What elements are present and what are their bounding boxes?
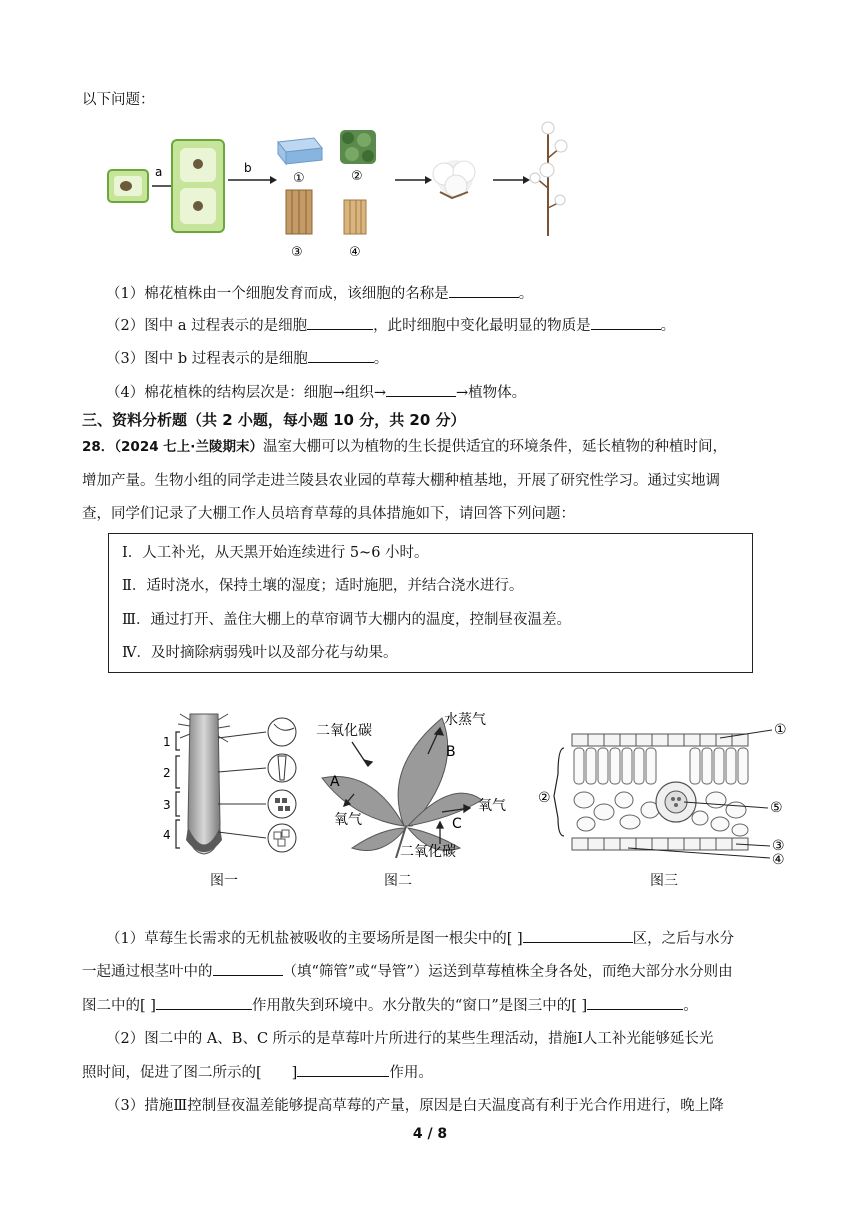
label-co2-top: 二氧化碳 [316, 723, 372, 739]
zone-label-2: 2 [163, 766, 171, 780]
answer-blank[interactable] [156, 995, 252, 1010]
fig3-label-4: ④ [772, 852, 785, 868]
q28-1-text-b: 区，之后与水分 [632, 931, 735, 947]
q27-1-end: 。 [518, 286, 534, 302]
cotton-plant-image [530, 122, 567, 236]
tissue-label-4: ④ [349, 245, 361, 260]
q27-4-end: →植物体。 [456, 385, 527, 401]
q27-4-text: （4）棉花植株的结构层次是：细胞→组织→ [106, 385, 387, 401]
q28-1-line3 [82, 995, 698, 1016]
q27-2-text: （2）图中 a 过程表示的是细胞 [106, 318, 308, 334]
figure-1-root-tip [158, 712, 298, 872]
q27-3-text: （3）图中 b 过程表示的是细胞 [106, 351, 308, 367]
measure-4: Ⅳ．及时摘除病弱残叶以及部分花与幼果。 [122, 645, 398, 661]
q28-2-text-b: ] [291, 1065, 298, 1081]
q28-1-line1 [106, 928, 734, 949]
q28-source: 28．（2024 七上·兰陵期末） [82, 439, 263, 455]
answer-blank[interactable] [587, 995, 683, 1010]
q27-1-text: （1）棉花植株由一个细胞发育而成，该细胞的名称是 [106, 286, 449, 302]
q27-2-end: 。 [660, 318, 676, 334]
q28-1-text-c: 一起通过根茎叶中的 [82, 964, 213, 980]
q28-2-text-c: 作用。 [389, 1065, 433, 1081]
q28-3-line1: （3）措施Ⅲ控制昼夜温差能够提高草莓的产量，原因是白天温度高有利于光合作用进行，晚上降 [106, 1098, 724, 1114]
q28-1-text-e: 图二中的[ ] [82, 998, 156, 1014]
label-c: C [452, 816, 462, 832]
q27-3-end: 。 [373, 351, 389, 367]
q28-1-text-d: （填“筛管”或“导管”）运送到草莓植株全身各处，而绝大部分水分则由 [282, 964, 733, 980]
q27-2-mid: ，此时细胞中变化最明显的物质是 [373, 318, 591, 334]
figure-2-leaf [312, 708, 532, 868]
tissue-2-image [340, 130, 376, 164]
measure-1: Ⅰ．人工补光，从天黑开始连续进行 5~6 小时。 [122, 545, 429, 561]
label-a: A [330, 774, 340, 790]
answer-blank[interactable] [297, 1062, 389, 1077]
tissue-1-image [278, 138, 322, 164]
q28-2-line1: （2）图二中的 A、B、C 所示的是草莓叶片所进行的某些生理活动，措施Ⅰ人工补光能够延长光 [106, 1031, 714, 1047]
answer-blank[interactable] [449, 283, 519, 298]
q28-line1 [82, 437, 727, 457]
measure-2: Ⅱ．适时浇水，保持土壤的湿度；适时施肥，并结合浇水进行。 [122, 578, 524, 594]
zone-label-1: 1 [163, 735, 171, 749]
zone-label-4: 4 [163, 828, 171, 842]
fig3-label-2: ② [538, 790, 551, 806]
cotton-development-diagram [100, 118, 580, 268]
q28-line3: 查，同学们记录了大棚工作人员培育草莓的具体措施如下，请回答下列问题： [82, 506, 575, 522]
label-b: B [446, 744, 456, 760]
arrow-a-label: a [155, 165, 163, 179]
section-title: 三、资料分析题（共 2 小题，每小题 10 分，共 20 分） [82, 411, 466, 429]
q27-1 [106, 283, 533, 304]
q27-4 [106, 382, 526, 403]
arrow-b-label: b [244, 161, 252, 175]
answer-blank[interactable] [386, 382, 456, 397]
tissue-3-image [286, 190, 312, 234]
answer-blank[interactable] [262, 1063, 292, 1077]
figure-2-caption: 图二 [384, 873, 412, 889]
q28-1-text-a: （1）草莓生长需求的无机盐被吸收的主要场所是图一根尖中的[ ] [106, 931, 523, 947]
figure-1-caption: 图一 [210, 873, 238, 889]
q28-1-text-f: 作用散失到环境中。水分散失的“窗口”是图三中的[ ] [251, 998, 588, 1014]
answer-blank[interactable] [213, 961, 283, 976]
q27-2 [106, 315, 675, 336]
q28-1-line2 [82, 961, 733, 982]
label-o2-right: 氧气 [478, 798, 506, 814]
q28-line1-text: 温室大棚可以为植物的生长提供适宜的环境条件，延长植物的种植时间， [262, 439, 727, 455]
q28-1-text-g: 。 [683, 998, 698, 1014]
page-number: 4 / 8 [412, 1126, 448, 1142]
cotton-boll-image [433, 160, 475, 198]
answer-blank[interactable] [308, 348, 374, 363]
figure-3-caption: 图三 [650, 873, 678, 889]
fig3-label-5: ⑤ [770, 800, 783, 816]
fig3-label-3: ③ [772, 838, 785, 854]
q28-2-line2 [82, 1062, 433, 1083]
answer-blank[interactable] [591, 315, 661, 330]
tissue-label-1: ① [293, 171, 305, 186]
zone-label-3: 3 [163, 798, 171, 812]
figure-3-leaf-section [540, 714, 788, 874]
fig3-label-1: ① [774, 722, 787, 738]
q28-2-text-a: 照时间，促进了图二所示的[ [82, 1065, 262, 1081]
measures-box [108, 533, 753, 673]
label-water-vapor: 水蒸气 [444, 712, 486, 728]
answer-blank[interactable] [523, 928, 633, 943]
answer-blank[interactable] [307, 315, 373, 330]
label-o2-left: 氧气 [334, 812, 362, 828]
q28-line2: 增加产量。生物小组的同学走进兰陵县农业园的草莓大棚种植基地，开展了研究性学习。通过实地调 [82, 473, 720, 489]
intro-text: 以下问题： [82, 92, 155, 108]
label-co2-bottom: 二氧化碳 [400, 844, 456, 860]
tissue-label-2: ② [351, 169, 363, 184]
measure-3: Ⅲ．通过打开、盖住大棚上的草帘调节大棚内的温度，控制昼夜温差。 [122, 612, 571, 628]
tissue-4-image [344, 200, 366, 234]
tissue-label-3: ③ [291, 245, 303, 260]
q27-3 [106, 348, 388, 369]
